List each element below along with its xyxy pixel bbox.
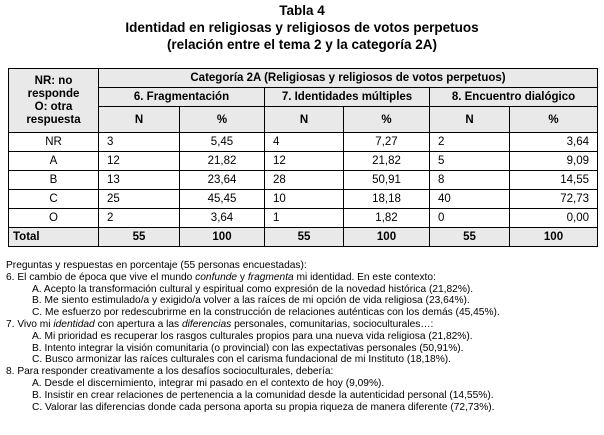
table-cell: 3 [99,133,180,152]
answer-option: C. Busco armonizar las raíces culturales con el carisma fundacional de mi Instituto (18,18%). [32,354,452,366]
total-cell: 55 [99,228,180,247]
total-cell: 55 [430,228,510,247]
table-cell: 10 [265,190,344,209]
row-label: C [9,190,99,209]
question-text: y [237,271,248,283]
table-cell: 5 [430,152,510,171]
total-cell: 100 [344,228,430,247]
total-cell: 100 [510,228,598,247]
table-cell: 45,45 [180,190,265,209]
table-cell: 12 [265,152,344,171]
notes-intro: Preguntas y respuestas en porcentaje (55 personas encuestadas): [6,260,307,271]
legend-cell [9,69,99,133]
table-number: Tabla 4 [279,3,325,18]
question-6 [6,272,601,284]
table-cell: 1,82 [344,209,430,228]
question-text: mi identidad. En este contexto: [293,271,436,283]
table-cell: 25 [99,190,180,209]
table-cell: 40 [430,190,510,209]
column-header: % [180,107,265,133]
notes [6,260,601,413]
table-cell: 21,82 [180,152,265,171]
total-cell: 100 [180,228,265,247]
answer-option: C. Valorar las diferencias donde cada persona aporta su propia riqueza de manera diferente (72,73%). [32,401,495,413]
question-emphasis: fragmenta [247,271,294,283]
table-cell: 21,82 [344,152,430,171]
legend-line: respuesta [26,113,81,126]
group-header: 6. Fragmentación [99,88,265,107]
question-emphasis: confunde [195,271,238,283]
table-cell: 72,73 [510,190,598,209]
column-header: N [99,107,180,133]
row-label: B [9,171,99,190]
table-cell: 4 [265,133,344,152]
answer-option: A. Mi prioridad es recuperar los rasgos culturales propios para una nueva vida religiosa (21,82%). [32,330,473,342]
answer-option: C. Me esfuerzo por redescubrirme en la construcción de relaciones auténticas con los demás (45,45%). [32,307,500,319]
answer-option: A. Acepto la transformación cultural y espiritual como expresión de la novedad histórica (21,82%). [32,283,474,295]
table-subtitle: (relación entre el tema 2 y la categoría 2A) [166,37,438,52]
table-row [9,171,598,190]
table-cell: 8 [430,171,510,190]
question-text: 6. El cambio de época que vive el mundo [6,271,196,283]
column-header: % [510,107,598,133]
question-emphasis: diferencias [181,318,232,330]
total-label: Total [9,228,99,247]
table-row [9,152,598,171]
question-7 [6,319,601,331]
answer-option: B. Intento integrar la visión comunitaria (o provincial) con las expectativas personales (50,91%). [32,342,464,354]
column-header: N [430,107,510,133]
table-cell: 9,09 [510,152,598,171]
column-header: N [265,107,344,133]
table-cell: 13 [99,171,180,190]
table-cell: 5,45 [180,133,265,152]
legend-line: NR: no [34,74,73,87]
question-emphasis: identidad [53,318,95,330]
row-label: NR [9,133,99,152]
total-cell: 55 [265,228,344,247]
total-row [9,228,598,247]
answer-option: A. Desde el discernimiento, integrar mi pasado en el contexto de hoy (9,09%). [32,377,385,389]
table-cell: 28 [265,171,344,190]
row-label: A [9,152,99,171]
table-title: Identidad en religiosas y religiosos de votos perpetuos [125,20,479,35]
table-cell: 23,64 [180,171,265,190]
table-cell: 50,91 [344,171,430,190]
table-row [9,190,598,209]
question-8: 8. Para responder creativamente a los desafíos socioculturales, debería: [6,366,334,378]
legend-line: O: otra [34,100,73,113]
table-cell: 12 [99,152,180,171]
group-header: 8. Encuentro dialógico [430,88,598,107]
column-header: % [344,107,430,133]
row-label: O [9,209,99,228]
group-header: 7. Identidades múltiples [265,88,430,107]
table-cell: 3,64 [180,209,265,228]
table-cell: 3,64 [510,133,598,152]
table-cell: 2 [430,133,510,152]
question-text: personales, comunitarias, socioculturales…: [231,318,434,330]
table-row [9,209,598,228]
table-cell: 0 [430,209,510,228]
table-cell: 18,18 [344,190,430,209]
question-text: con apertura a las [94,318,182,330]
legend-line: responde [27,87,80,100]
question-text: 7. Vivo mi [6,318,54,330]
table-cell: 2 [99,209,180,228]
table-row [9,133,598,152]
table-cell: 0,00 [510,209,598,228]
answer-option: B. Me siento estimulado/a y exigido/a volver a las raíces de mi opción de vida religiosa (23,64%). [32,295,470,307]
data-table [8,68,598,247]
table-cell: 1 [265,209,344,228]
table-cell: 14,55 [510,171,598,190]
category-header: Categoría 2A (Religiosas y religiosos de votos perpetuos) [99,69,598,88]
answer-option: B. Insistir en crear relaciones de pertenencia a la comunidad desde la autenticidad personal (14,55%). [32,389,494,401]
table-cell: 7,27 [344,133,430,152]
